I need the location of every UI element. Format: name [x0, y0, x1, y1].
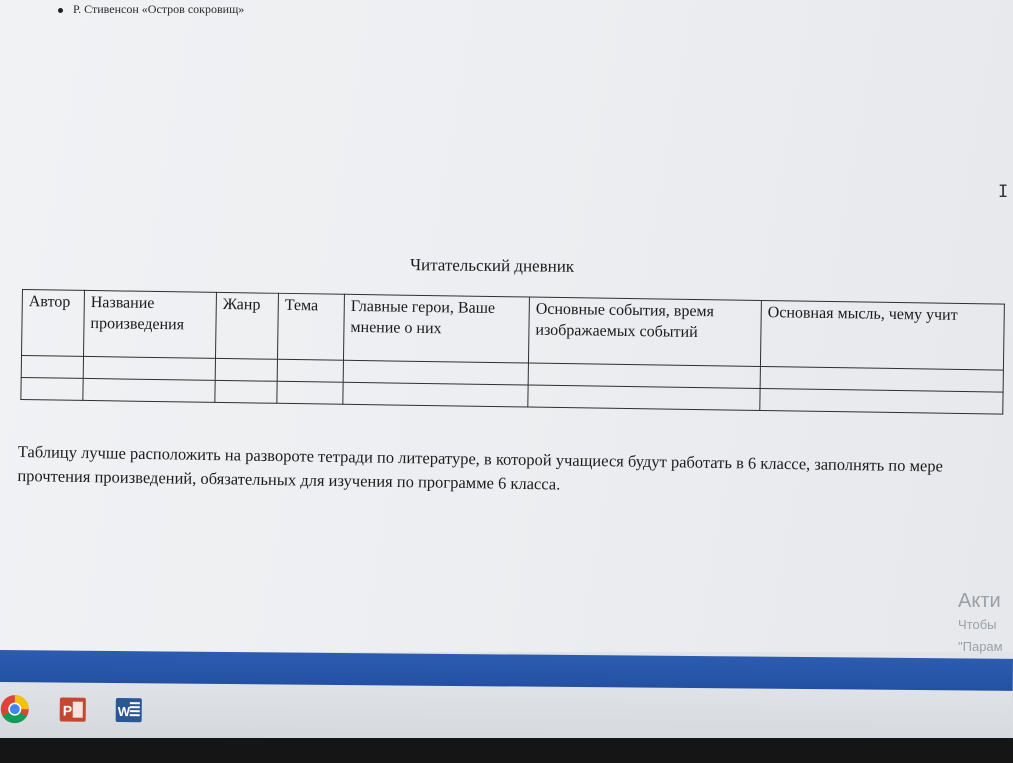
column-header-main-characters[interactable]: Главные герои, Ваше мнение о них [343, 294, 529, 363]
watermark-line-1: Чтобы [958, 617, 997, 632]
reading-diary-table-wrapper [20, 289, 1004, 415]
windows-activation-watermark [958, 588, 1003, 658]
table-cell[interactable] [277, 359, 343, 382]
table-cell[interactable] [215, 380, 277, 403]
table-cell[interactable] [21, 356, 83, 379]
document-paragraph: Таблицу лучше расположить на развороте тетради по литературе, в которой учащиеся будут работать в 6 классе, заполнять по мере прочтения произведений, обязательных для изучения по программе 6 класса. [17, 441, 944, 494]
column-header-theme[interactable]: Тема [277, 293, 344, 360]
bullet-list-item [58, 2, 244, 17]
column-header-author[interactable]: Автор [22, 290, 85, 357]
table-cell[interactable] [760, 388, 1003, 414]
table-cell[interactable] [21, 377, 83, 400]
table-cell[interactable] [343, 360, 528, 385]
monitor-bezel [0, 738, 1013, 763]
column-header-work-title[interactable]: Название произведения [84, 290, 217, 358]
table-cell[interactable] [83, 356, 215, 380]
watermark-title: Акти [958, 590, 1001, 612]
text-cursor-icon: I [998, 182, 1009, 202]
column-header-genre[interactable]: Жанр [215, 292, 278, 359]
bullet-text: Р. Стивенсон «Остров сокровищ» [73, 2, 245, 16]
table-cell[interactable] [343, 382, 528, 407]
table-cell[interactable] [528, 385, 760, 410]
table-cell[interactable] [277, 381, 343, 404]
table-cell[interactable] [215, 358, 277, 381]
watermark-line-2: "Парам [958, 639, 1003, 654]
svg-text:W: W [117, 704, 131, 720]
table-cell[interactable] [83, 378, 215, 402]
column-header-main-events[interactable]: Основные события, время изображаемых событий [528, 297, 761, 366]
column-header-main-idea[interactable]: Основная мысль, чему учит [760, 300, 1004, 370]
document-title: Читательский дневник [409, 255, 575, 276]
svg-text:P: P [62, 702, 73, 719]
bullet-icon [58, 8, 63, 13]
chrome-icon[interactable] [0, 694, 30, 724]
powerpoint-icon[interactable] [58, 695, 88, 725]
reading-diary-table[interactable] [20, 289, 1005, 415]
word-icon[interactable] [114, 695, 144, 725]
